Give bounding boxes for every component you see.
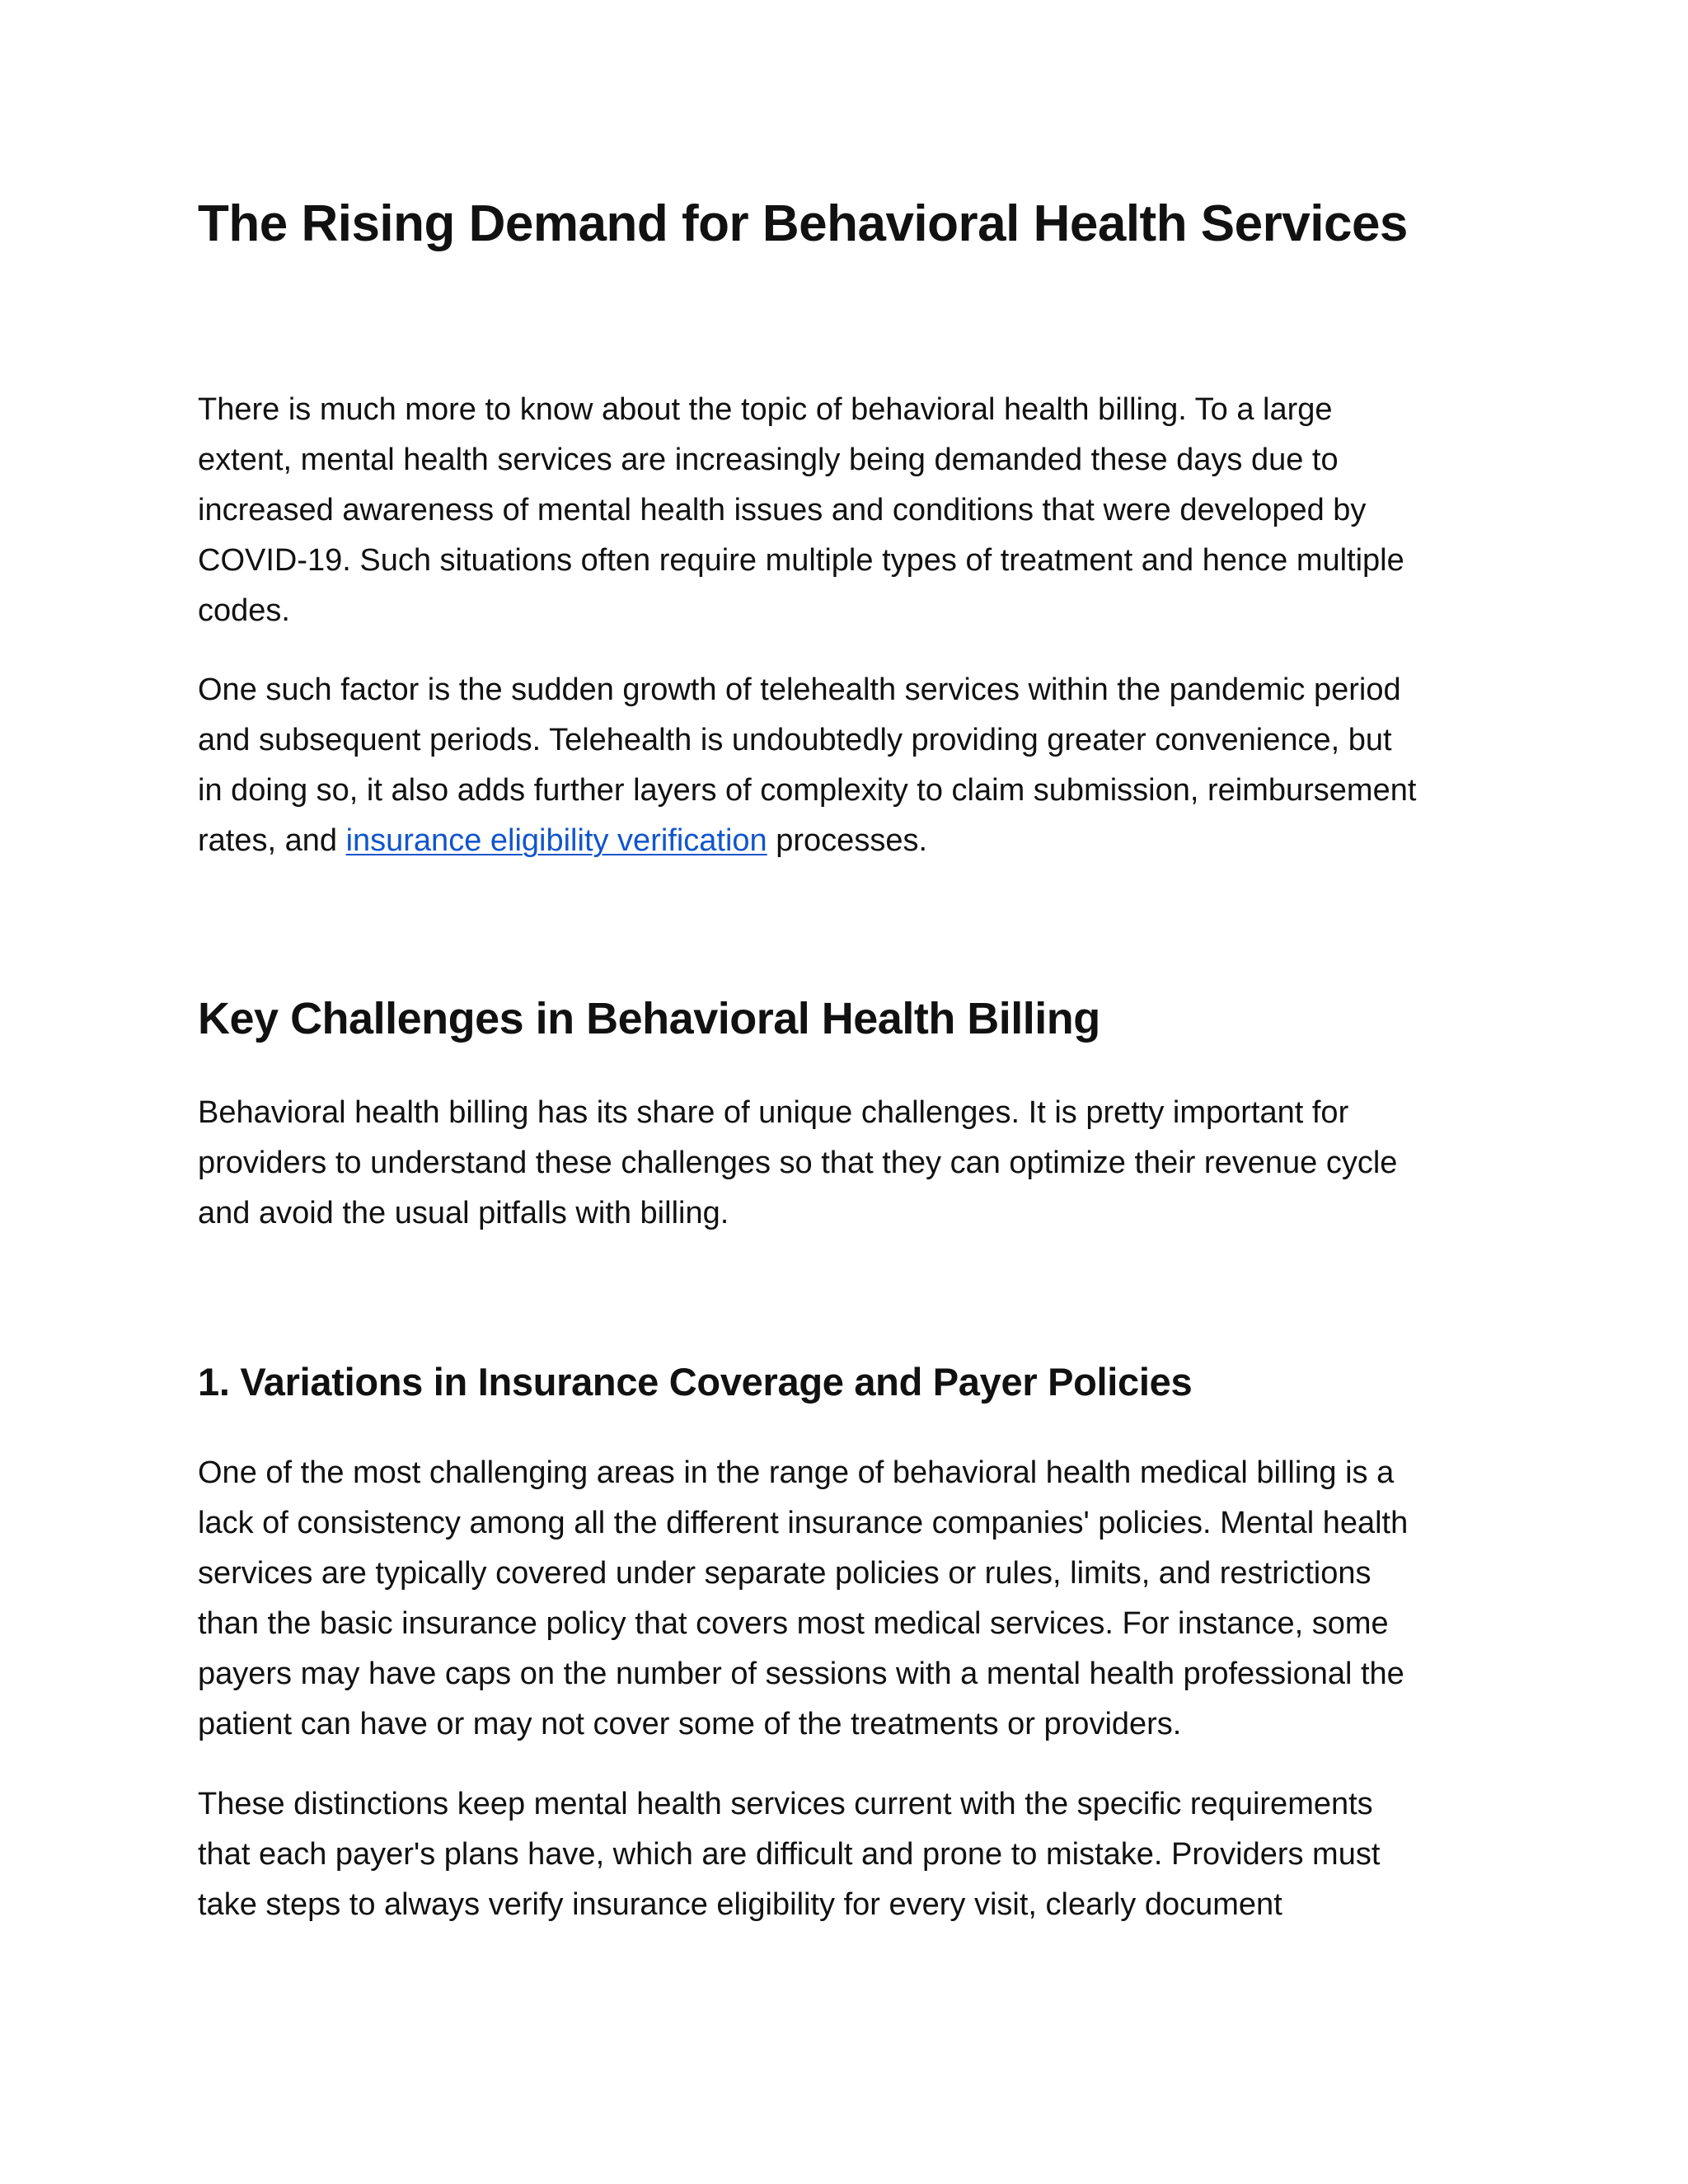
text-after-link: processes. <box>767 823 928 858</box>
paragraph-line: codes. <box>198 593 290 628</box>
paragraph-line: patient can have or may not cover some of the treatments or providers. <box>198 1707 1182 1741</box>
paragraph-line: There is much more to know about the topic of behavioral health billing. To a large <box>198 392 1333 427</box>
paragraph-line: These distinctions keep mental health services current with the specific requirements <box>198 1787 1373 1821</box>
paragraph-line: increased awareness of mental health issues and conditions that were developed by <box>198 493 1367 527</box>
subsection-heading: 1. Variations in Insurance Coverage and Payer Policies <box>198 1360 1193 1404</box>
paragraph-line-with-link <box>198 816 1500 866</box>
section-paragraph <box>198 1088 1500 1239</box>
page-title: The Rising Demand for Behavioral Health Services <box>198 195 1408 252</box>
paragraph-line: services are typically covered under separate policies or rules, limits, and restrictions <box>198 1556 1372 1591</box>
paragraph-line: providers to understand these challenges so that they can optimize their revenue cycle <box>198 1146 1398 1180</box>
paragraph-line: and avoid the usual pitfalls with billing. <box>198 1196 729 1230</box>
section-heading: Key Challenges in Behavioral Health Billing <box>198 994 1100 1043</box>
intro-paragraph-2 <box>198 665 1500 866</box>
paragraph-line: that each payer's plans have, which are difficult and prone to mistake. Providers must <box>198 1837 1381 1872</box>
paragraph-line: in doing so, it also adds further layers of complexity to claim submission, reimbursement <box>198 773 1417 808</box>
paragraph-line: than the basic insurance policy that covers most medical services. For instance, some <box>198 1606 1389 1641</box>
paragraph-line: One of the most challenging areas in the range of behavioral health medical billing is a <box>198 1455 1395 1490</box>
text-before-link: rates, and <box>198 823 346 858</box>
paragraph-line: extent, mental health services are increasingly being demanded these days due to <box>198 443 1339 477</box>
subsection-paragraph-1 <box>198 1448 1500 1750</box>
paragraph-line: Behavioral health billing has its share of unique challenges. It is pretty important for <box>198 1095 1349 1130</box>
intro-paragraph-1 <box>198 385 1500 636</box>
paragraph-line: One such factor is the sudden growth of telehealth services within the pandemic period <box>198 673 1401 707</box>
paragraph-line: lack of consistency among all the different insurance companies' policies. Mental health <box>198 1506 1409 1540</box>
paragraph-line: take steps to always verify insurance eligibility for every visit, clearly document <box>198 1887 1282 1922</box>
subsection-paragraph-2 <box>198 1779 1500 1930</box>
paragraph-line: COVID-19. Such situations often require multiple types of treatment and hence multiple <box>198 543 1404 578</box>
paragraph-line: and subsequent periods. Telehealth is undoubtedly providing greater convenience, but <box>198 723 1392 757</box>
paragraph-line: payers may have caps on the number of sessions with a mental health professional the <box>198 1657 1404 1691</box>
insurance-eligibility-verification-link[interactable]: insurance eligibility verification <box>345 823 767 858</box>
